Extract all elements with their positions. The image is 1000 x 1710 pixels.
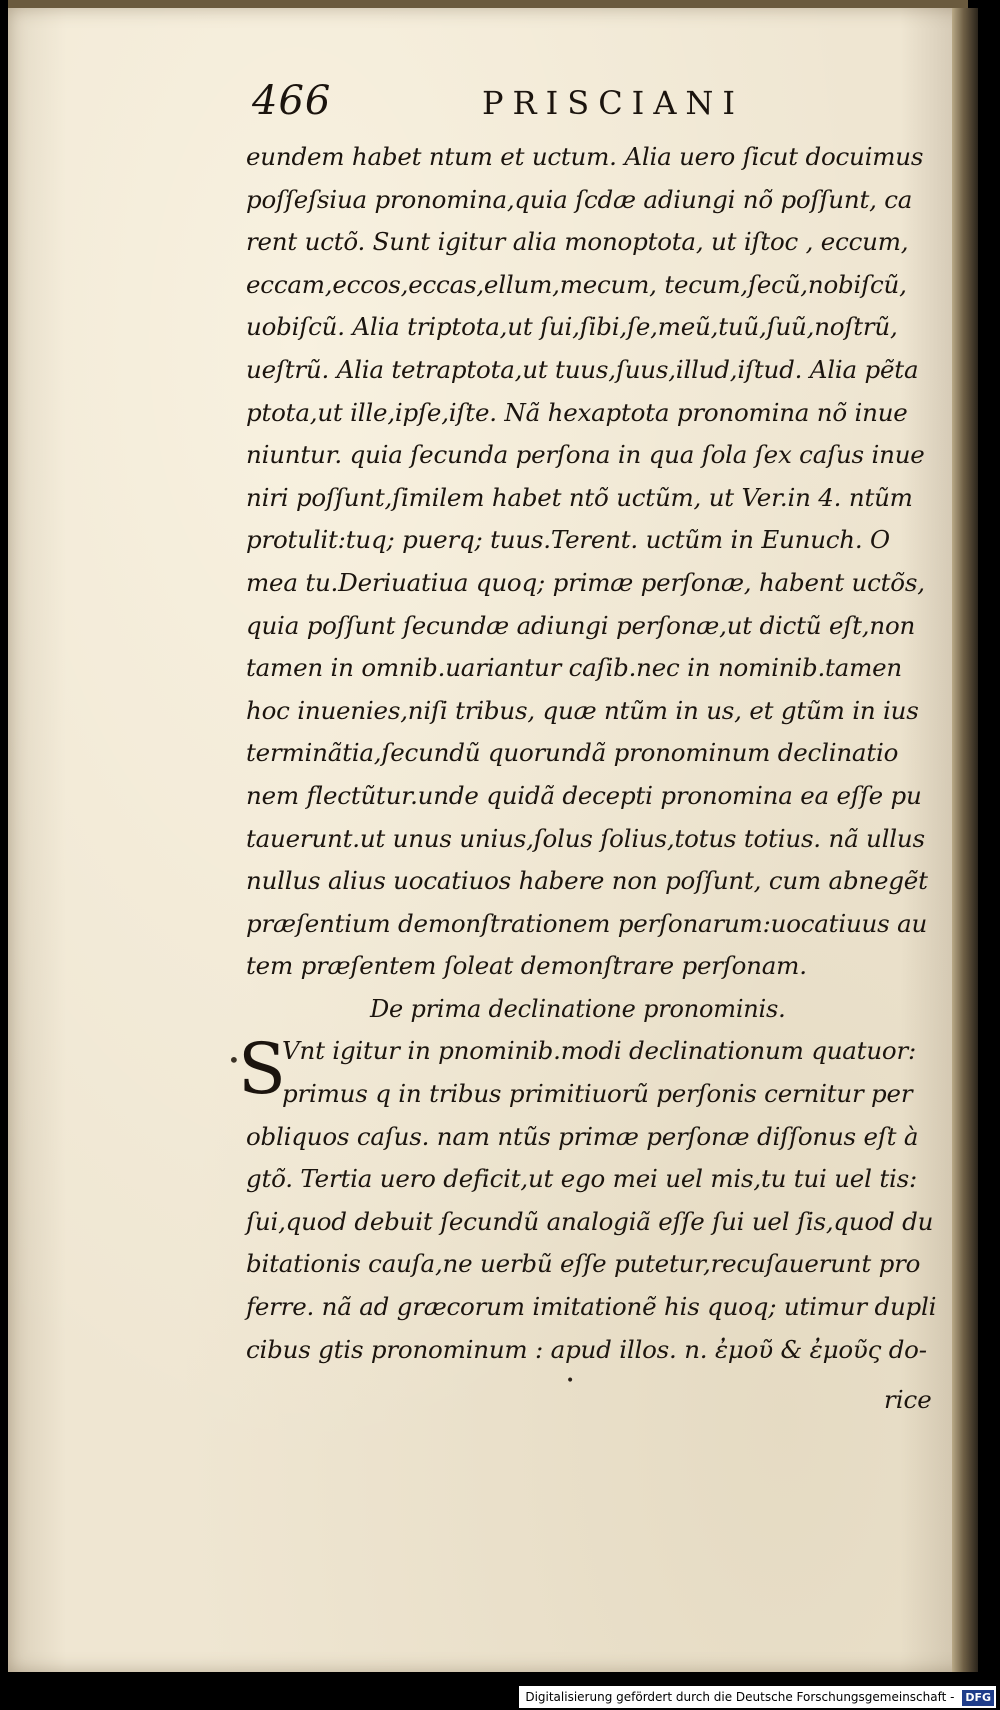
text-line: bitationis cauſa,ne uerbũ eſſe putetur,recuſauerunt pro — [246, 1249, 921, 1279]
text-line: cibus gtis pronominum : apud illos. n. ἐμοῦ & ἐμοῦς do- — [246, 1334, 927, 1364]
text-line: terminãtia,ſecundũ quorundã pronominum declinatio — [246, 738, 899, 768]
text-line: tamen in omnib.uariantur caſib.nec in nominib.tamen — [246, 653, 903, 683]
text-line: gtõ. Tertia uero deficit,ut ego mei uel mis,tu tui uel tis: — [246, 1164, 918, 1194]
text-line: obliquos caſus. nam ntũs primæ perſonæ diſſonus eſt à — [246, 1121, 919, 1151]
page-header — [252, 78, 932, 138]
text-line: uobiſcũ. Alia triptota,ut ſui,ſibi,ſe,meũ,tuũ,ſuũ,noſtrũ, — [246, 312, 898, 342]
text-line: quia poſſunt ſecundæ adiungi perſonæ,ut dictũ eſt,non — [246, 610, 916, 640]
text-line: tauerunt.ut unus unius,ſolus ſolius,totus totius. nã ullus — [246, 823, 925, 853]
page-body — [238, 136, 946, 1371]
text-line: poſſeſsiua pronomina,quia ſcdæ adiungi nõ poſſunt, ca — [246, 184, 913, 214]
credit-text: Digitalisierung gefördert durch die Deutsche Forschungsgemeinschaft - — [525, 1690, 955, 1704]
text-line: eccam,eccos,eccas,ellum,mecum, tecum,ſecũ,nobiſcũ, — [246, 269, 907, 299]
book-gutter — [952, 8, 978, 1672]
drop-capital: S — [238, 1028, 286, 1111]
text-line: ſui,quod debuit ſecundũ analogiã eſſe ſui uel ſis,quod du — [246, 1206, 934, 1236]
text-line: præſentium demonſtrationem perſonarum:uocatiuus au — [246, 908, 928, 938]
section-heading: De prima declinatione pronominis. — [370, 994, 786, 1023]
text-line: hoc inuenies,niſi tribus, quæ ntũm in us, et gtũm in ius — [246, 695, 919, 725]
digitization-credit — [519, 1686, 996, 1708]
ink-speck: • — [566, 1373, 575, 1389]
catchword: rice — [884, 1385, 932, 1414]
text-line: nullus alius uocatiuos habere non poſſunt, cum abnegẽt — [246, 866, 928, 896]
text-line: primus q in tribus primitiuorũ perſonis cernitur per — [282, 1079, 913, 1109]
margin-mark: • — [228, 1048, 240, 1072]
page-number: 466 — [252, 78, 332, 124]
running-head: PRISCIANI — [482, 84, 745, 122]
text-line: niri poſſunt,ſimilem habet ntõ uctũm, ut Ver.in 4. ntũm — [246, 482, 913, 512]
text-line: nem flectũtur.unde quidã decepti pronomina ea eſſe pu — [246, 780, 922, 810]
text-line: ueſtrũ. Alia tetraptota,ut tuus,ſuus,illud,iſtud. Alia pẽta — [246, 354, 919, 384]
text-line: mea tu.Deriuatiua quoq; primæ perſonæ, habent uctõs, — [246, 567, 925, 597]
text-line-content: Vnt igitur in pnominib.modi declinationum quatuor: — [282, 1036, 917, 1066]
dfg-logo: DFG — [962, 1690, 994, 1706]
text-line: eundem habet ntum et uctum. Alia uero ſicut docuimus — [246, 142, 924, 171]
text-line: rent uctõ. Sunt igitur alia monoptota, ut iſtoc , eccum, — [246, 227, 909, 257]
text-line: protulit:tuq; puerq; tuus.Terent. uctũm in Eunuch. O — [246, 525, 890, 555]
text-line: tem præſentem ſoleat demonſtrare perſonam. — [246, 951, 807, 981]
text-line: ferre. nã ad græcorum imitationẽ his quoq; utimur dupli — [246, 1292, 937, 1322]
text-line: niuntur. quia ſecunda perſona in qua ſola ſex caſus inue — [246, 440, 925, 470]
top-page-edge — [8, 0, 968, 8]
text-line: ptota,ut ille,ipſe,iſte. Nã hexaptota pronomina nõ inue — [246, 397, 908, 427]
